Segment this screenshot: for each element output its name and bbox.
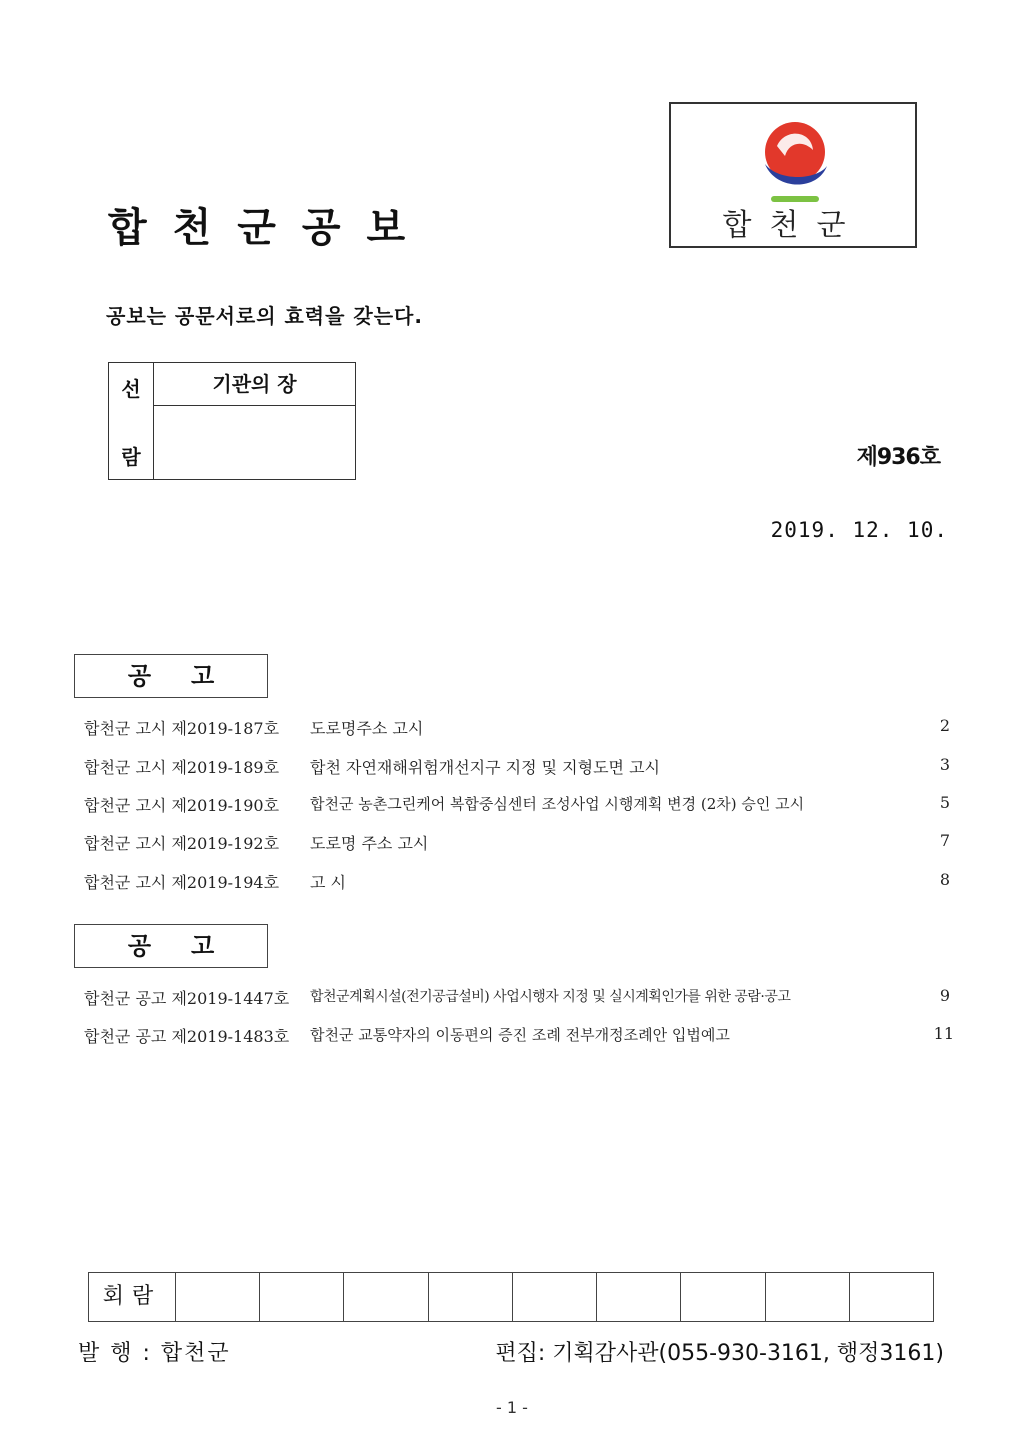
circulation-cell <box>176 1273 260 1321</box>
page-number: - 1 - <box>496 1398 528 1417</box>
circulation-cell <box>850 1273 933 1321</box>
list-item[interactable] <box>84 793 954 817</box>
notice-title: 합천 자연재해위험개선지구 지정 및 지형도면 고시 <box>310 758 661 777</box>
notice-number: 합천군 고시 제2019-192호 <box>84 834 280 853</box>
notice-title: 합천군 교통약자의 이동편의 증진 조례 전부개정조례안 입법예고 <box>310 1026 730 1044</box>
list-item[interactable] <box>84 870 954 894</box>
editor-contact: 편집: 기획감사관(055-930-3161, 행정3161) <box>495 1341 944 1366</box>
notice-number: 합천군 고시 제2019-190호 <box>84 796 280 815</box>
notice-number: 합천군 고시 제2019-189호 <box>84 758 280 777</box>
notice-page: 7 <box>939 831 950 850</box>
list-item[interactable] <box>84 1024 954 1048</box>
logo-text: 합천군 <box>722 208 864 243</box>
list-item[interactable] <box>84 831 954 855</box>
notice-title: 도로명주소 고시 <box>310 719 424 738</box>
notice-title: 고 시 <box>310 873 346 892</box>
issue-number: 제936호 <box>856 445 940 470</box>
notice-page: 11 <box>933 1024 954 1043</box>
notice-number: 합천군 공고 제2019-1447호 <box>84 989 290 1008</box>
list-item[interactable] <box>84 755 954 779</box>
section-heading: 공고 <box>74 654 268 698</box>
emblem-icon <box>755 116 835 206</box>
publisher: 발 행 : 합천군 <box>78 1341 231 1366</box>
county-logo <box>669 102 917 248</box>
circulation-cell <box>597 1273 681 1321</box>
circulation-cell <box>766 1273 850 1321</box>
notice-page: 9 <box>939 986 950 1005</box>
list-item[interactable] <box>84 986 954 1010</box>
circulation-label: 회람 <box>89 1273 176 1321</box>
notice-page: 2 <box>939 716 950 735</box>
notice-page: 5 <box>939 793 950 812</box>
review-box <box>108 362 356 480</box>
circulation-cell <box>260 1273 344 1321</box>
page-title: 합천군공보 <box>108 205 432 251</box>
circulation-cell <box>513 1273 597 1321</box>
notice-page: 3 <box>939 755 950 774</box>
circulation-cell <box>681 1273 765 1321</box>
notice-title: 합천군 농촌그린케어 복합중심센터 조성사업 시행계획 변경 (2차) 승인 고시 <box>310 795 805 813</box>
review-label-top: 선 <box>121 377 141 401</box>
notice-page: 8 <box>939 870 950 889</box>
notice-number: 합천군 고시 제2019-194호 <box>84 873 280 892</box>
notice-title: 합천군계획시설(전기공급설비) 사업시행자 지정 및 실시계획인가를 위한 공람·공고 <box>310 989 791 1005</box>
review-header: 기관의 장 <box>154 363 355 406</box>
notice-number: 합천군 공고 제2019-1483호 <box>84 1027 290 1046</box>
effect-statement: 공보는 공문서로의 효력을 갖는다. <box>106 304 423 328</box>
circulation-cell <box>429 1273 513 1321</box>
section-heading: 공고 <box>74 924 268 968</box>
list-item[interactable] <box>84 716 954 740</box>
notice-title: 도로명 주소 고시 <box>310 834 429 853</box>
issue-date: 2019. 12. 10. <box>770 518 948 542</box>
review-label-bottom: 람 <box>121 445 141 469</box>
circulation-table <box>88 1272 934 1322</box>
circulation-cell <box>344 1273 428 1321</box>
notice-number: 합천군 고시 제2019-187호 <box>84 719 280 738</box>
